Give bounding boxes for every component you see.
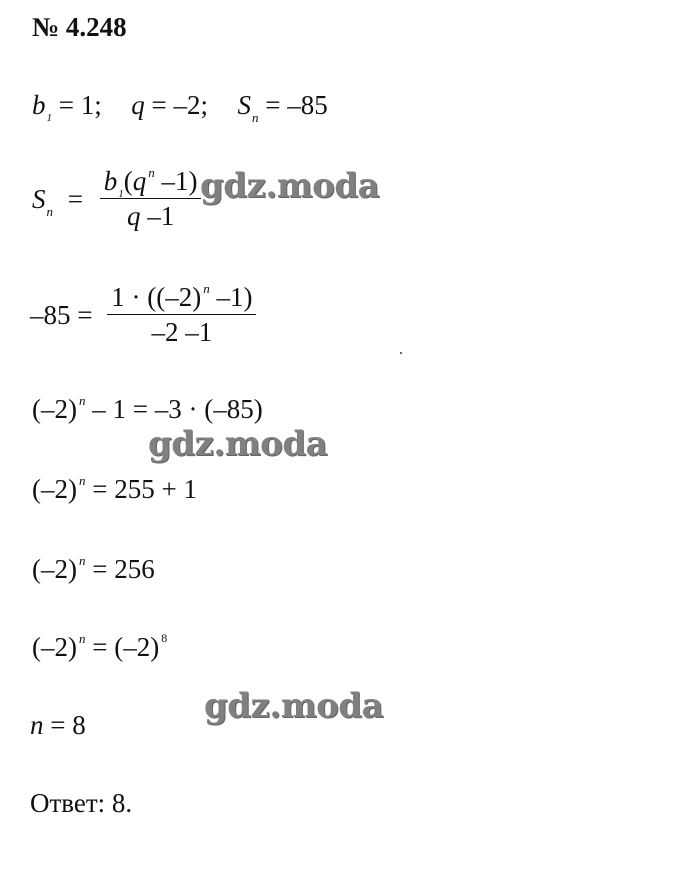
step1-fraction [107, 281, 256, 347]
watermark: gdz.moda [148, 424, 328, 464]
s-symbol: S [237, 90, 251, 120]
watermark: gdz.moda [200, 166, 380, 206]
step1-lhs: –85 = [30, 299, 93, 330]
n-value: = 8 [43, 710, 86, 740]
b-symbol: b [32, 90, 46, 120]
s-value: = –85 [258, 90, 328, 120]
formula-numerator: $b_1(q$ $^n$ –1) [103, 165, 198, 200]
sum-formula [32, 165, 201, 231]
step5-line: (–2) $^n$ = (–2) $^8$ [32, 631, 168, 662]
b-value: = 1; [52, 90, 102, 120]
formula-denominator: q –1 [100, 198, 202, 230]
q-symbol: q [131, 90, 145, 120]
step3-line: (–2) $^n$ = 255 + 1 [32, 473, 197, 504]
problem-number: № 4.248 [32, 12, 127, 42]
given-line [32, 90, 328, 125]
step5-exponent-8: 8 [161, 631, 168, 645]
step4-line: (–2) $^n$ = 256 [32, 553, 155, 584]
b-subscript: 1 [46, 112, 52, 124]
watermark: gdz.moda [204, 686, 384, 726]
speck-mark [400, 352, 402, 354]
result-line [30, 712, 86, 739]
formula-equals: = [67, 183, 83, 214]
answer-line: Ответ: 8. [30, 788, 133, 818]
step2-exponent: n [78, 393, 86, 408]
s-subscript: n [251, 110, 259, 125]
formula-fraction [100, 165, 202, 231]
step4-exponent: n [78, 553, 86, 568]
substitution-step [30, 281, 256, 347]
step2-line: (–2) $^n$ – 1 = –3 · (–85) [32, 393, 263, 424]
q-value: = –2; [144, 90, 208, 120]
step5-exponent: n [78, 631, 86, 646]
step3-exponent: n [78, 473, 86, 488]
n-symbol: n [30, 710, 44, 740]
step1-denominator: –2 –1 [107, 314, 256, 346]
formula-s-symbol: S [32, 183, 46, 214]
step1-numerator: 1 · ((–2) $^n$ –1) [111, 281, 253, 312]
formula-s-subscript: n [46, 203, 53, 219]
